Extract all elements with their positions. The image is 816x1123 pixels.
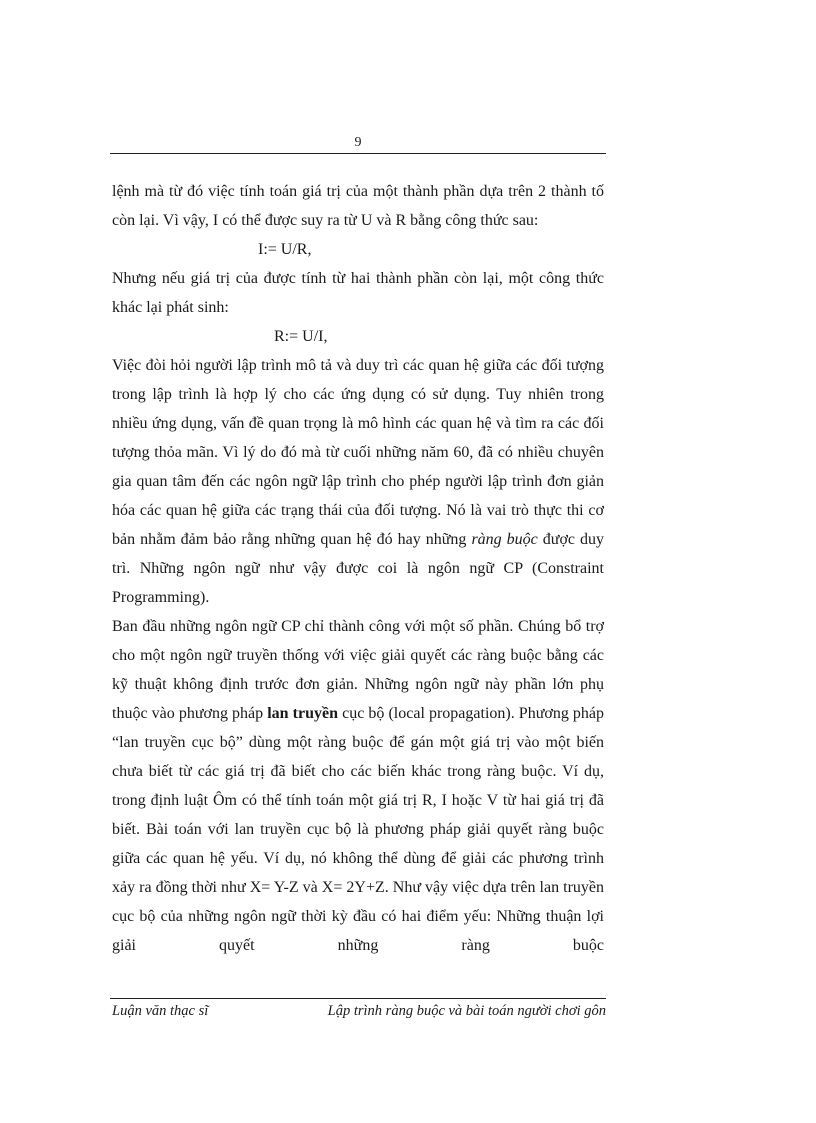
paragraph-4 — [112, 612, 604, 960]
header-rule — [110, 153, 606, 154]
paragraph-3 — [112, 351, 604, 612]
paragraph-3-text-a: Việc đòi hỏi người lập trình mô tả và duy trì các quan hệ giữa các đối tượng trong lập trình là hợp lý cho các ứng dụng có sử dụng. Tuy nhiên trong nhiều ứng dụng, vấn đề quan trọng là mô hình các quan hệ và tìm ra các đối tượng thỏa mãn. Vì lý do đó mà từ cuối những năm 60, đã có nhiều chuyên gia quan tâm đến các ngôn ngữ lập trình cho phép người lập trình đơn giản hóa các quan hệ giữa các trạng thái của đối tượng. Nó là vai trò thực thi cơ bản nhằm đảm bảo rằng những quan hệ đó hay những — [112, 357, 604, 548]
footer-rule — [110, 998, 606, 999]
formula-resistance: R:= U/I, — [274, 328, 328, 345]
paragraph-4-text-b: cục bộ (local propagation). Phương pháp “lan truyền cục bộ” dùng một ràng buộc để gán một giá trị vào một biến chưa biết từ các giá trị đã biết cho các biến khác trong ràng buộc. Ví dụ, trong định luật Ôm có thể tính toán một giá trị R, I hoặc V từ hai giá trị đã biết. Bài toán với lan truyền cục bộ là phương pháp giải quyết ràng buộc giữa các quan hệ yếu. Ví dụ, nó không thể dùng để giải các phương trình xảy ra đồng thời như X= Y-Z và X= 2Y+Z. Như vậy việc dựa trên lan truyền cục bộ của những ngôn ngữ thời kỳ đầu có hai điểm yếu: Những thuận lợi giải quyết những ràng buộc — [112, 705, 605, 954]
paragraph-4-text-a: Ban đầu những ngôn ngữ CP chỉ thành công với một số phần. Chúng bổ trợ cho một ngôn ngữ truyền thống với việc giải quyết các ràng buộc bằng các kỹ thuật không định trước đơn giản. Những ngôn ngữ này phần lớn phụ thuộc vào phương pháp — [112, 618, 604, 722]
bold-local-propagation: lan truyền — [267, 705, 338, 722]
paragraph-2: Nhưng nếu giá trị của được tính từ hai thành phần còn lại, một công thức khác lại phát sinh: — [112, 270, 604, 316]
footer-right-text: Lập trình ràng buộc và bài toán người chơi gôn — [327, 1003, 606, 1019]
emphasis-constraint: ràng buộc — [471, 531, 538, 548]
body-text — [112, 177, 604, 960]
paragraph-1: lệnh mà từ đó việc tính toán giá trị của một thành phần dựa trên 2 thành tố còn lại. Vì vậy, I có thể được suy ra từ U và R bằng công thức sau: — [112, 183, 604, 229]
formula-current: I:= U/R, — [258, 241, 312, 258]
footer-left-text: Luận văn thạc sĩ — [112, 1003, 209, 1019]
page-number: 9 — [354, 135, 362, 150]
paragraph-3-text-b: được duy trì. Những ngôn ngữ như vậy được coi là ngôn ngữ CP (Constraint Programming). — [112, 531, 605, 606]
